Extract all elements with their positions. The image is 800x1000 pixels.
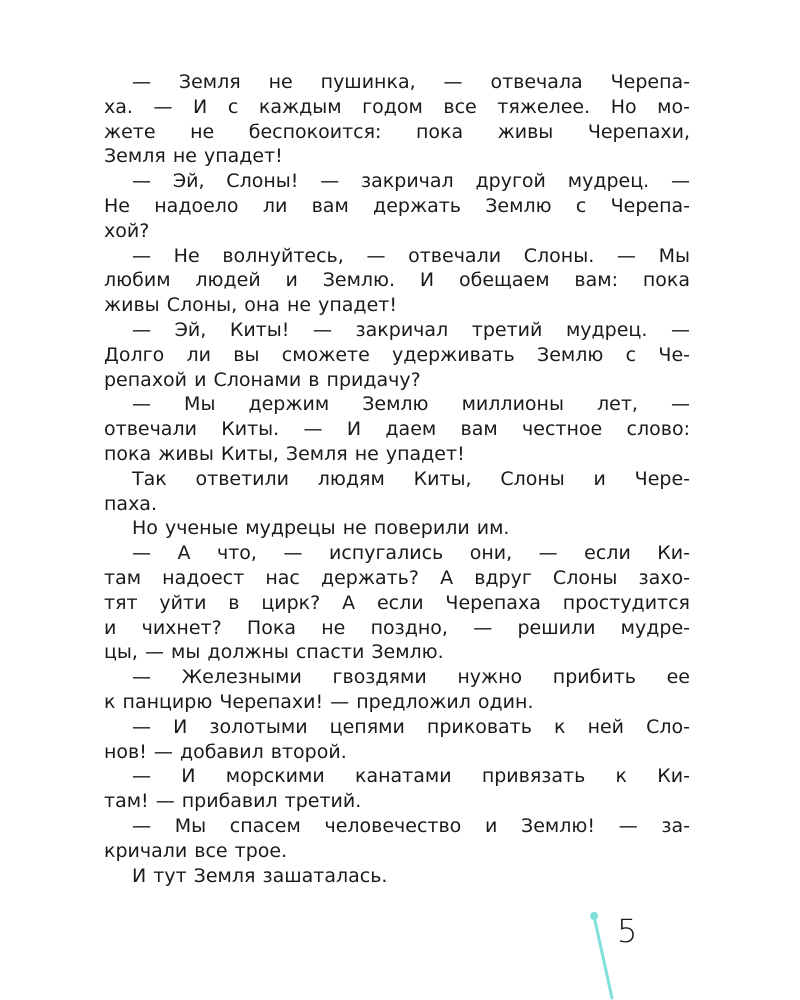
text-line: тят уйти в цирк? А если Черепаха простудится [104,591,690,614]
text-line: отвечали Киты. — И даем вам честное слово: [104,418,690,441]
text-line: Так ответили людям Киты, Слоны и Чере- [132,467,690,490]
text-line: Долго ли вы сможете удерживать Землю с Че- [104,343,690,366]
text-line: репахой и Слонами в придачу? [104,368,421,391]
text-line: жете не беспокоится: пока живы Черепахи, [104,120,690,143]
text-line: кричали все трое. [104,839,288,862]
text-line: паха. [104,492,157,515]
text-line: — А что, — испугались они, — если Ки- [132,542,690,565]
text-line: ха. — И с каждым годом все тяжелее. Но мо- [104,95,690,118]
text-line: — Мы спасем человечество и Землю! — за- [132,814,690,837]
text-line: хой? [104,219,150,242]
text-line: — Земля не пушинка, — отвечала Черепа- [132,71,690,93]
text-line: — Железными гвоздями нужно прибить ее [132,666,690,689]
text-line: нов! — добавил второй. [104,740,347,763]
text-line: — И морскими канатами привязать к Ки- [132,765,690,788]
text-line: пока живы Киты, Земля не упадет! [104,442,465,465]
page-number: 5 [617,912,638,950]
text-line: — И золотыми цепями приковать к ней Сло- [132,715,690,738]
text-line: живы Слоны, она не упадет! [104,294,397,317]
text-line: — Эй, Слоны! — закричал другой мудрец. — [132,170,690,193]
text-line: Но ученые мудрецы не поверили им. [132,517,510,540]
text-line: Земля не упадет! [104,145,283,168]
text-line: любим людей и Землю. И обещаем вам: пока [104,269,690,292]
text-line: — Эй, Киты! — закричал третий мудрец. — [132,318,690,341]
text-line: там надоест нас держать? А вдруг Слоны захо- [104,566,690,589]
text-line: цы, — мы должны спасти Землю. [104,641,444,664]
text-line: — Не волнуйтесь, — отвечали Слоны. — Мы [132,244,690,267]
text-line: и чихнет? Пока не поздно, — решили мудре- [104,616,690,639]
text-line: — Мы держим Землю миллионы лет, — [132,393,690,416]
text-line: к панцирю Черепахи! — предложил один. [104,690,534,713]
accent-dot [590,912,598,920]
accent-stroke [594,916,612,998]
text-line: Не надоело ли вам держать Землю с Черепа- [104,194,690,217]
text-line: там! — прибавил третий. [104,790,362,813]
text-line: И тут Земля зашаталась. [132,864,388,887]
